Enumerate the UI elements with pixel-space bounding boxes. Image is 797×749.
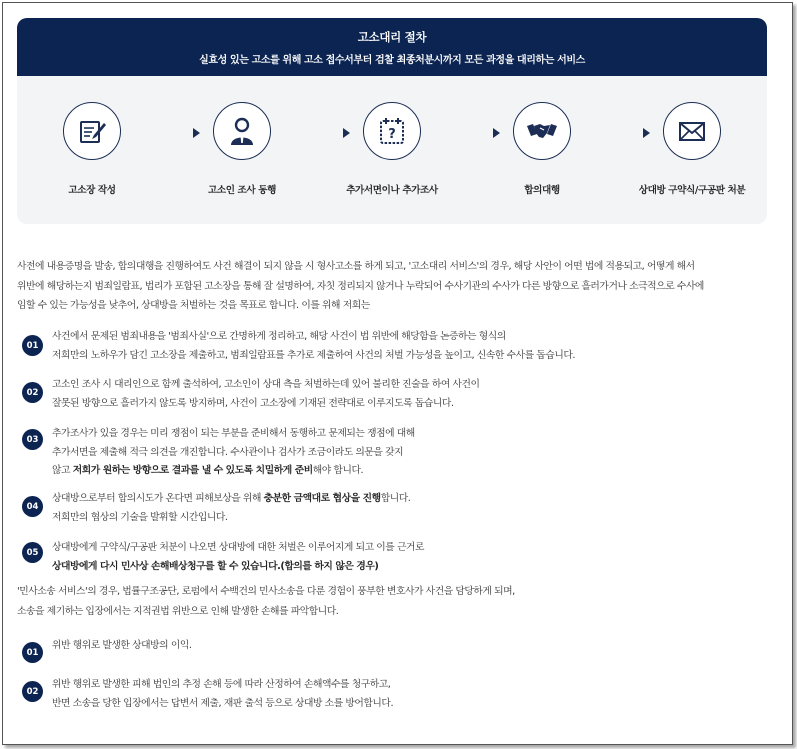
civil-line: '민사소송 서비스'의 경우, 법률구조공단, 로펌에서 수백건의 민사소송을 다룬 경험이 풍부한 변호사가 사건을 담당하게 되며,: [17, 586, 515, 597]
procedure-card: [17, 18, 767, 224]
item-number: 02: [22, 382, 43, 403]
step-complaint: [17, 76, 167, 196]
item-number: 01: [22, 335, 43, 356]
civil-line: 소송을 제기하는 입장에서는 지적권법 위반으로 인해 발생한 손해를 파악합니다.: [17, 605, 339, 617]
person-icon: [213, 102, 271, 160]
item-line: 추가서면을 제출해 적극 의견을 개진합니다. 수사관이나 검사가 조금이라도 의문을 갖지: [52, 446, 404, 458]
item-line: 상대방에게 구약식/구공판 처분이 나오면 상대방에 대한 처벌은 이루어지게 되고 이를 근거로: [52, 542, 425, 553]
intro-paragraph: [17, 257, 777, 316]
item-number: 04: [22, 496, 43, 517]
intro-line: 위반에 해당하는지 범죄일람표, 법리가 포함된 고소장을 통해 잘 설명하여, 자칫 정리되지 않거나 누락되어 수사기관의 수사가 다른 방향으로 흘러가거나 소극적으로 수사에: [17, 280, 704, 292]
document-pen-icon: [63, 102, 121, 160]
item-line: 고소인 조사 시 대리인으로 함께 출석하여, 고소인이 상대 측을 처벌하는데 있어 불리한 진술을 하여 사건이: [52, 379, 480, 390]
intro-line: 사전에 내용증명을 발송, 합의대행을 진행하여도 사건 해결이 되지 않을 시 형사고소를 하게 되고, '고소대리 서비스'의 경우, 해당 사안이 어떤 법에 적용되고, 어떻게 해서: [17, 261, 695, 272]
item-number: 03: [22, 429, 43, 450]
step-settlement: [467, 76, 617, 196]
item-number: 01: [22, 642, 43, 663]
procedure-title: 고소대리 절차: [357, 30, 427, 44]
step-label: 고소인 조사 동행: [208, 185, 276, 196]
calendar-question-icon: [363, 102, 421, 160]
item-line-emphasis: 충분한 금액대로 협상을 진행: [263, 493, 381, 504]
item-line: [52, 490, 752, 509]
step-investigation: [167, 76, 317, 196]
item-line: 저희만의 협상의 기술을 발휘할 시간입니다.: [52, 511, 228, 523]
item-text: [52, 490, 752, 527]
item-line-part: 해야 합니다.: [312, 465, 364, 476]
step-label: 추가서면이나 추가조사: [346, 185, 438, 196]
intro-line: 임할 수 있는 가능성을 낮추어, 상대방을 처벌하는 것을 목표로 합니다. 이를 위해 저희는: [17, 300, 370, 311]
step-label: 합의대행: [524, 185, 560, 196]
step-label: 상대방 구약식/구공판 처분: [638, 185, 746, 196]
handshake-icon: [513, 102, 571, 160]
item-line-emphasis: 저희가 원하는 방향으로 결과를 낼 수 있도록 치밀하게 준비: [72, 465, 313, 476]
item-line: 저희만의 노하우가 담긴 고소장을 제출하고, 범죄일람표를 추가로 제출하여 사건의 처벌 가능성을 높이고, 신속한 수사를 돕습니다.: [52, 349, 576, 361]
item-text: [52, 328, 752, 365]
svg-text:?: ?: [388, 127, 396, 142]
item-line: 위반 행위로 발생한 상대방의 이익.: [52, 640, 192, 651]
civil-paragraph: [17, 582, 777, 621]
item-number: 05: [22, 542, 43, 563]
item-line: 잘못된 방향으로 흘러가지 않도록 방지하며, 사건이 고소장에 기재된 전략대로 이루지도록 돕습니다.: [52, 397, 454, 409]
step-additional: [317, 76, 467, 196]
item-line: [52, 462, 752, 481]
item-line: 사건에서 문제된 범죄내용을 '범죄사실'으로 간명하게 정리하고, 해당 사건이 법 위반에 해당함을 논증하는 형식의: [52, 331, 506, 342]
step-label: 고소장 작성: [68, 185, 116, 196]
item-line-part: 않고: [52, 465, 73, 476]
item-text: [52, 676, 752, 713]
item-line-part: 상대방으로부터 합의시도가 온다면 피해보상을 위해: [52, 493, 264, 504]
envelope-icon: [663, 102, 721, 160]
item-line: 반면 소송을 당한 입장에서는 답변서 제출, 재판 출석 등으로 상대방 소를 방어합니다.: [52, 697, 394, 709]
item-number: 02: [22, 681, 43, 702]
item-text: [52, 637, 752, 656]
item-line: 추가조사가 있을 경우는 미리 쟁점이 되는 부분을 준비해서 동행하고 문제되는 쟁점에 대해: [52, 428, 415, 439]
procedure-subtitle: 실효성 있는 고소를 위해 고소 접수서부터 검찰 최종처분시까지 모든 과정을 대리하는 서비스: [199, 55, 585, 66]
item-line: 위반 행위로 발생한 피해 법인의 추정 손해 등에 따라 산정하여 손해액수를 청구하고,: [52, 679, 391, 690]
item-text: [52, 425, 752, 481]
item-text: [52, 376, 752, 413]
item-text: [52, 539, 752, 576]
item-line-part: 합니다.: [380, 493, 411, 504]
step-disposition: [617, 76, 767, 196]
procedure-steps: [17, 76, 767, 224]
procedure-header: [17, 18, 767, 76]
item-line-emphasis: 상대방에게 다시 민사상 손해배상청구를 할 수 있습니다.(합의를 하지 않은 경우): [52, 560, 379, 572]
